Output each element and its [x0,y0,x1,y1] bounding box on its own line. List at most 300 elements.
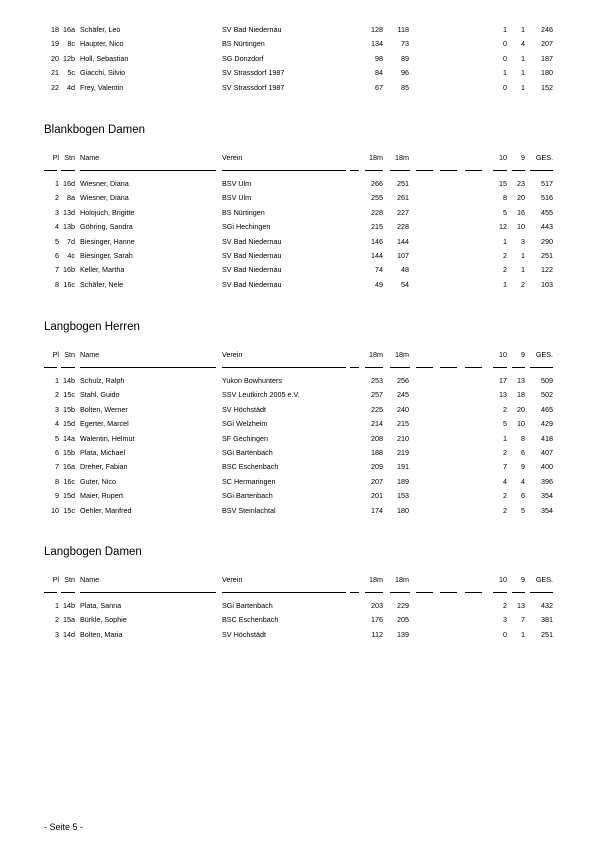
cell-s2: 245 [397,390,409,400]
cell-s2: 139 [397,629,409,639]
header-rule [61,170,75,171]
cell-name: Egerter, Marcel [80,419,129,429]
cell-stn: 13b [63,222,75,232]
cell-s2: 180 [397,505,409,515]
header-rule [440,367,457,368]
cell-name: Name [80,153,100,162]
cell-t10: 2 [503,491,507,501]
cell-s2: 118 [397,25,409,34]
cell-verein: SSV Leutkirch 2005 e.V. [222,390,300,400]
cell-s2: 18m [395,575,409,584]
cell-s2: 153 [397,491,409,501]
cell-stn: Stn [64,153,75,162]
cell-t9: 1 [521,53,525,63]
cell-name: Haupter, Nico [80,39,124,49]
cell-t9: 4 [521,476,525,486]
cell-ges: 517 [541,179,553,188]
cell-s2: 54 [401,279,409,289]
header-rule [512,592,525,593]
cell-t9: 20 [517,404,525,414]
cell-ges: 251 [541,629,553,639]
cell-verein: BSC Eschenbach [222,615,279,625]
cell-stn: 7d [67,236,75,246]
header-rule [61,592,75,593]
section-title: Langbogen Herren [44,321,140,333]
cell-pl: 2 [55,390,59,400]
header-rule [512,367,525,368]
cell-s1: 128 [371,25,383,34]
cell-pl: 19 [51,39,59,49]
cell-verein: SV Höchstädt [222,404,266,414]
table-row [0,23,595,37]
header-rule [61,367,75,368]
cell-pl: 9 [55,491,59,501]
cell-pl: 3 [55,404,59,414]
cell-s2: 85 [401,82,409,92]
cell-s2: 219 [397,448,409,457]
cell-t10: 10 [499,153,507,162]
cell-pl: 1 [55,179,59,188]
cell-t9: 9 [521,350,525,359]
table-row [0,388,595,402]
table-row [0,278,595,292]
cell-ges: 455 [541,207,553,217]
cell-name: Frey, Valentin [80,82,124,92]
cell-name: Schulz, Ralph [80,376,125,385]
cell-s1: 203 [371,601,383,610]
cell-t9: 7 [521,615,525,625]
cell-stn: 15b [63,404,75,414]
cell-s1: 201 [371,491,383,501]
header-rule [493,592,507,593]
cell-verein: Verein [222,153,243,162]
cell-name: Bolten, Werner [80,404,128,414]
cell-verein: BSV Ulm [222,179,252,188]
cell-verein: SGi Bartenbach [222,491,273,501]
cell-stn: 14a [63,433,75,443]
cell-pl: 6 [55,448,59,457]
cell-t9: 2 [521,279,525,289]
cell-t9: 23 [517,179,525,188]
cell-t10: 2 [503,505,507,515]
cell-name: Schäfer, Nele [80,279,124,289]
header-rule [493,170,507,171]
header-rule [44,592,57,593]
section-title: Blankbogen Damen [44,124,146,136]
cell-ges: 418 [541,433,553,443]
header-rule [390,367,410,368]
table-row [0,263,595,277]
cell-verein: SG Donzdorf [222,53,264,63]
cell-verein: SV Bad Niedernau [222,236,282,246]
cell-t10: 1 [503,433,507,443]
cell-pl: 1 [55,376,59,385]
cell-s2: 229 [397,601,409,610]
cell-stn: 16b [63,265,75,275]
header-rule [80,592,216,593]
cell-verein: BSV Steinlachtal [222,505,276,515]
cell-stn: 16c [63,279,75,289]
cell-name: Plata, Sanna [80,601,122,610]
table-row [0,504,595,518]
cell-ges: 187 [541,53,553,63]
cell-stn: 14d [63,629,75,639]
cell-ges: GES. [535,350,553,359]
cell-verein: BS Nürtingen [222,39,265,49]
cell-verein: SGi Bartenbach [222,448,273,457]
header-rule [365,367,383,368]
cell-t9: 6 [521,448,525,457]
cell-t9: 1 [521,68,525,78]
cell-t10: 8 [503,193,507,203]
cell-s1: 98 [375,53,383,63]
cell-s1: 257 [371,390,383,400]
cell-verein: Verein [222,350,243,359]
cell-pl: 10 [51,505,59,515]
cell-t10: 2 [503,601,507,610]
cell-ges: 509 [541,376,553,385]
table-row [0,66,595,80]
cell-s2: 227 [397,207,409,217]
cell-s2: 89 [401,53,409,63]
cell-s1: 146 [371,236,383,246]
cell-pl: 20 [51,53,59,63]
cell-s1: 214 [371,419,383,429]
table-row [0,475,595,489]
cell-t9: 20 [517,193,525,203]
cell-name: Göhring, Sandra [80,222,133,232]
table-row [0,628,595,642]
cell-name: Walentin, Helmut [80,433,135,443]
cell-s2: 96 [401,68,409,78]
table-row [0,249,595,263]
cell-verein: BSV Ulm [222,193,252,203]
cell-s1: 74 [375,265,383,275]
cell-s2: 205 [397,615,409,625]
cell-s1: 84 [375,68,383,78]
cell-t10: 1 [503,68,507,78]
cell-stn: 13d [63,207,75,217]
cell-s2: 215 [397,419,409,429]
table-row [0,403,595,417]
cell-name: Biesinger, Sarah [80,251,133,260]
cell-ges: 396 [541,476,553,486]
cell-verein: SV Bad Niedernau [222,279,282,289]
cell-t10: 4 [503,476,507,486]
cell-ges: 443 [541,222,553,232]
table-header [0,348,595,362]
cell-s2: 256 [397,376,409,385]
header-rule [350,170,359,171]
cell-stn: 16a [63,462,75,472]
cell-t10: 2 [503,265,507,275]
table-row [0,206,595,220]
cell-ges: 400 [541,462,553,472]
cell-t9: 9 [521,462,525,472]
cell-t10: 0 [503,39,507,49]
cell-name: Keller, Martha [80,265,125,275]
cell-pl: 4 [55,419,59,429]
cell-ges: 103 [541,279,553,289]
cell-ges: 152 [541,82,553,92]
header-rule [530,592,553,593]
cell-name: Holl, Sebastian [80,53,129,63]
header-rule [80,170,216,171]
table-row [0,37,595,51]
header-rule [416,170,433,171]
cell-ges: 251 [541,251,553,260]
header-rule [465,170,482,171]
table-row [0,81,595,95]
table-row [0,613,595,627]
cell-t10: 5 [503,419,507,429]
cell-t10: 0 [503,53,507,63]
cell-t9: 1 [521,629,525,639]
cell-s1: 174 [371,505,383,515]
cell-s2: 191 [397,462,409,472]
cell-s1: 207 [371,476,383,486]
cell-t9: 4 [521,39,525,49]
table-row [0,489,595,503]
header-rule [512,170,525,171]
cell-ges: 516 [541,193,553,203]
page-footer: - Seite 5 - [44,822,84,832]
cell-t10: 2 [503,251,507,260]
cell-pl: 5 [55,433,59,443]
cell-name: Schäfer, Leo [80,25,121,34]
cell-verein: SC Hermaringen [222,476,276,486]
cell-s1: 112 [371,629,383,639]
cell-s1: 266 [371,179,383,188]
cell-s2: 228 [397,222,409,232]
cell-t10: 12 [499,222,507,232]
cell-s1: 67 [375,82,383,92]
cell-t10: 7 [503,462,507,472]
cell-pl: 2 [55,193,59,203]
cell-name: Stahl, Guido [80,390,120,400]
cell-pl: 4 [55,222,59,232]
cell-s1: 225 [371,404,383,414]
cell-ges: 432 [541,601,553,610]
cell-pl: 18 [51,25,59,34]
header-rule [365,592,383,593]
cell-t10: 15 [499,179,507,188]
cell-ges: GES. [535,575,553,584]
cell-t10: 0 [503,82,507,92]
cell-pl: 5 [55,236,59,246]
cell-pl: Pl [52,575,59,584]
cell-ges: 207 [541,39,553,49]
cell-verein: SF Gechingen [222,433,268,443]
cell-s1: 215 [371,222,383,232]
cell-t10: 2 [503,448,507,457]
header-rule [222,592,346,593]
cell-name: Plata, Michael [80,448,126,457]
cell-stn: 12b [63,53,75,63]
cell-stn: 4c [67,251,75,260]
cell-s2: 107 [397,251,409,260]
cell-name: Name [80,575,100,584]
cell-t9: 1 [521,82,525,92]
header-rule [390,170,410,171]
header-rule [440,592,457,593]
cell-verein: Yukon Bowhunters [222,376,282,385]
cell-t10: 13 [499,390,507,400]
cell-s2: 73 [401,39,409,49]
cell-t10: 3 [503,615,507,625]
header-rule [390,592,410,593]
cell-t9: 13 [517,601,525,610]
cell-ges: 246 [541,25,553,34]
cell-ges: 180 [541,68,553,78]
cell-ges: 290 [541,236,553,246]
cell-s1: 176 [371,615,383,625]
header-rule [440,170,457,171]
cell-t9: 9 [521,575,525,584]
cell-name: Dreher, Fabian [80,462,128,472]
cell-name: Biesinger, Hanne [80,236,135,246]
cell-s1: 255 [371,193,383,203]
table-header [0,151,595,165]
cell-s2: 189 [397,476,409,486]
cell-name: Wiesner, Diana [80,179,129,188]
cell-pl: 3 [55,207,59,217]
cell-stn: 15d [63,419,75,429]
table-row [0,417,595,431]
cell-s1: 144 [371,251,383,260]
cell-s1: 49 [375,279,383,289]
header-rule [493,367,507,368]
cell-verein: SGi Bartenbach [222,601,273,610]
cell-ges: 122 [541,265,553,275]
cell-t9: 8 [521,433,525,443]
cell-t10: 1 [503,25,507,34]
cell-pl: 2 [55,615,59,625]
cell-s1: 18m [369,350,383,359]
cell-stn: 16a [63,25,75,34]
cell-t9: 1 [521,265,525,275]
header-rule [350,367,359,368]
cell-t10: 1 [503,236,507,246]
header-rule [80,367,216,368]
cell-ges: 407 [541,448,553,457]
cell-pl: 21 [51,68,59,78]
header-rule [222,170,346,171]
cell-s2: 18m [395,153,409,162]
cell-verein: SV Höchstädt [222,629,266,639]
cell-stn: 16c [63,476,75,486]
cell-s1: 209 [371,462,383,472]
cell-verein: SV Bad Niedernau [222,25,282,34]
cell-ges: 465 [541,404,553,414]
cell-s1: 208 [371,433,383,443]
cell-s1: 18m [369,153,383,162]
cell-s2: 210 [397,433,409,443]
cell-verein: BS Nürtingen [222,207,265,217]
cell-pl: Pl [52,350,59,359]
cell-name: Name [80,350,100,359]
cell-ges: 429 [541,419,553,429]
cell-stn: 15b [63,448,75,457]
table-row [0,446,595,460]
cell-t9: 5 [521,505,525,515]
cell-s1: 253 [371,376,383,385]
cell-pl: 6 [55,251,59,260]
cell-t9: 1 [521,25,525,34]
cell-s2: 48 [401,265,409,275]
cell-name: Giacchi, Silvio [80,68,126,78]
cell-stn: 4d [67,82,75,92]
cell-t9: 6 [521,491,525,501]
cell-ges: 354 [541,491,553,501]
header-rule [44,367,57,368]
table-row [0,460,595,474]
cell-stn: 15c [63,390,75,400]
table-row [0,220,595,234]
cell-pl: 1 [55,601,59,610]
cell-stn: 5c [67,68,75,78]
cell-t10: 10 [499,350,507,359]
cell-s1: 228 [371,207,383,217]
cell-stn: Stn [64,350,75,359]
cell-pl: 7 [55,265,59,275]
cell-pl: 7 [55,462,59,472]
section-title: Langbogen Damen [44,546,142,558]
cell-s1: 134 [371,39,383,49]
cell-stn: 8c [67,39,75,49]
cell-verein: SV Strassdorf 1987 [222,82,285,92]
cell-verein: SGi Welzheim [222,419,268,429]
cell-s1: 188 [371,448,383,457]
cell-ges: GES. [535,153,553,162]
cell-t9: 10 [517,222,525,232]
table-row [0,599,595,613]
cell-stn: 15c [63,505,75,515]
header-rule [416,592,433,593]
header-rule [416,367,433,368]
cell-pl: 8 [55,476,59,486]
cell-name: Bolten, Maria [80,629,123,639]
cell-s1: 18m [369,575,383,584]
table-row [0,432,595,446]
cell-s2: 18m [395,350,409,359]
cell-t9: 18 [517,390,525,400]
cell-stn: 15a [63,615,75,625]
cell-t9: 13 [517,376,525,385]
header-rule [530,170,553,171]
table-row [0,177,595,191]
cell-ges: 381 [541,615,553,625]
cell-stn: 16d [63,179,75,188]
cell-name: Wiesner, Diana [80,193,129,203]
cell-t9: 1 [521,251,525,260]
cell-ges: 502 [541,390,553,400]
cell-s2: 144 [397,236,409,246]
cell-verein: SGi Hechingen [222,222,271,232]
header-rule [465,592,482,593]
header-rule [350,592,359,593]
header-rule [465,367,482,368]
cell-s2: 251 [397,179,409,188]
cell-verein: BSC Eschenbach [222,462,279,472]
cell-pl: 22 [51,82,59,92]
cell-pl: Pl [52,153,59,162]
table-row [0,191,595,205]
cell-name: Oehler, Manfred [80,505,132,515]
cell-stn: 8a [67,193,75,203]
cell-ges: 354 [541,505,553,515]
cell-stn: 15d [63,491,75,501]
